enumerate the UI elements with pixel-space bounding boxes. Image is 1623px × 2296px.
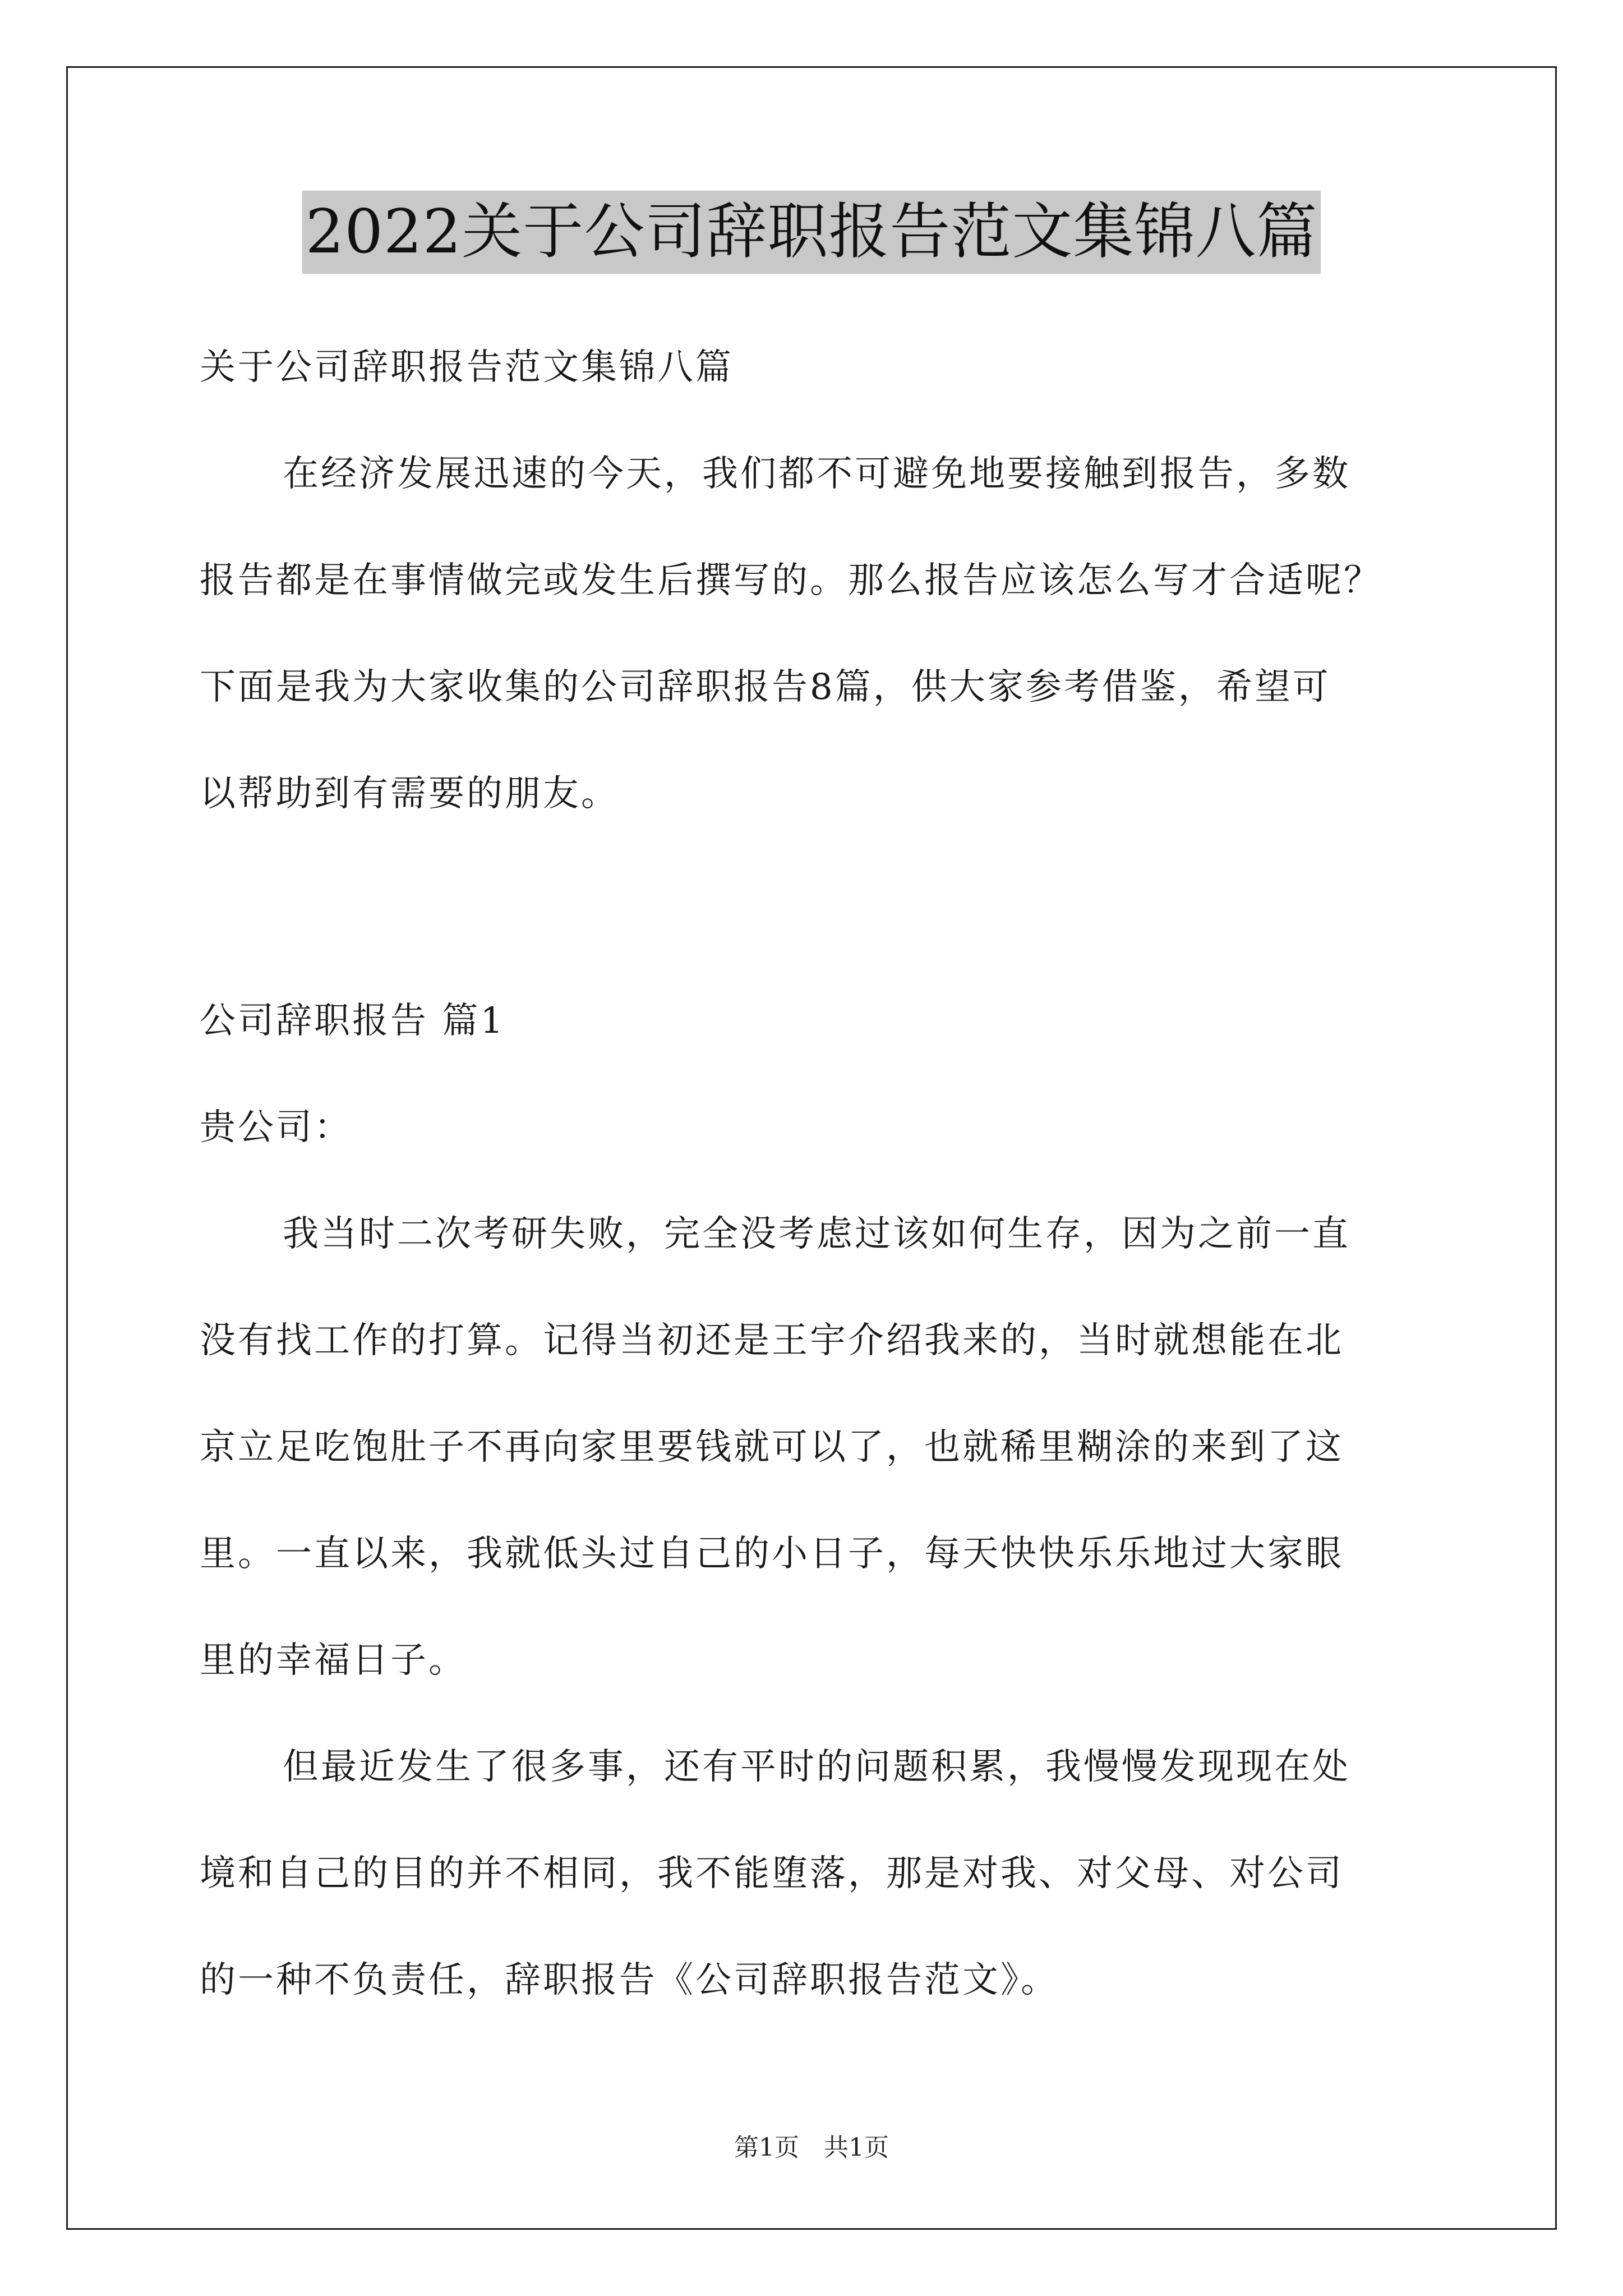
paragraph-line: 的一种不负责任，辞职报告《公司辞职报告范文》。	[200, 1959, 1059, 2001]
document-body	[200, 314, 1445, 847]
page-footer: 第1页 共1页	[734, 2133, 889, 2162]
paragraph-line: 里的幸福日子。	[200, 1640, 467, 1681]
intro-line: 以帮助到有需要的朋友。	[200, 773, 619, 815]
paragraph-line: 但最近发生了很多事，还有平时的问题积累，我慢慢发现现在处	[283, 1746, 1350, 1788]
document-title: 2022关于公司辞职报告范文集锦八篇	[302, 191, 1321, 274]
title-container	[0, 191, 1623, 274]
paragraph-line: 我当时二次考研失败，完全没考虑过该如何生存，因为之前一直	[283, 1213, 1350, 1255]
intro-line: 在经济发展迅速的今天，我们都不可避免地要接触到报告，多数	[283, 453, 1350, 495]
paragraph-line: 里。一直以来，我就低头过自己的小日子，每天快快乐乐地过大家眼	[200, 1533, 1344, 1575]
paragraph-line: 没有找工作的打算。记得当初还是王宇介绍我来的，当时就想能在北	[200, 1320, 1344, 1361]
salutation: 贵公司：	[200, 1107, 352, 1148]
document-subtitle: 关于公司辞职报告范文集锦八篇	[200, 347, 734, 388]
paragraph-line: 境和自己的目的并不相同，我不能堕落，那是对我、对父母、对公司	[200, 1853, 1344, 1894]
section-heading: 公司辞职报告 篇1	[200, 1000, 506, 1042]
paragraph-line: 京立足吃饱肚子不再向家里要钱就可以了，也就稀里糊涂的来到了这	[200, 1427, 1344, 1468]
document-section	[200, 968, 1445, 2033]
intro-line: 下面是我为大家收集的公司辞职报告8篇，供大家参考借鉴，希望可	[200, 666, 1331, 708]
intro-line: 报告都是在事情做完或发生后撰写的。那么报告应该怎么写才合适呢？	[200, 560, 1382, 601]
